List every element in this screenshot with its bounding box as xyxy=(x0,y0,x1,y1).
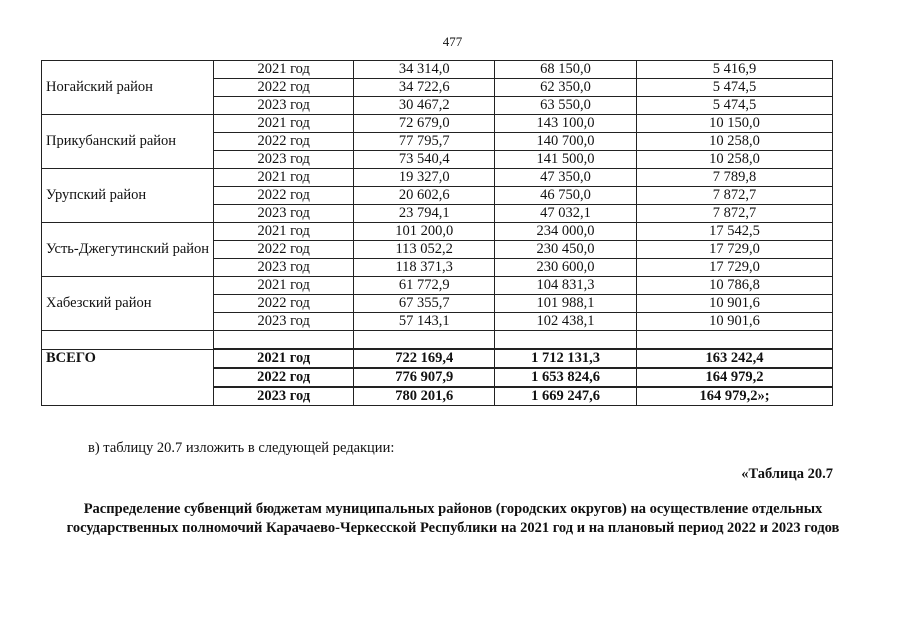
value-cell: 1 712 131,3 xyxy=(495,349,637,368)
instruction-text: в) таблицу 20.7 изложить в следующей редакции: xyxy=(88,440,395,456)
district-name: Прикубанский район xyxy=(42,115,214,169)
year-cell: 2022 год xyxy=(214,79,354,97)
value-cell: 10 258,0 xyxy=(636,133,832,151)
value-cell: 140 700,0 xyxy=(495,133,637,151)
table-row xyxy=(42,61,833,79)
subvention-table-body xyxy=(42,61,833,406)
table-row xyxy=(42,169,833,187)
page-number: 477 xyxy=(442,34,463,49)
value-cell: 23 794,1 xyxy=(354,205,495,223)
value-cell: 47 350,0 xyxy=(495,169,637,187)
year-cell: 2023 год xyxy=(214,205,354,223)
value-cell: 72 679,0 xyxy=(354,115,495,133)
year-cell: 2022 год xyxy=(214,187,354,205)
table-caption: «Таблица 20.7 xyxy=(741,466,833,482)
value-cell: 68 150,0 xyxy=(495,61,637,79)
value-cell: 17 542,5 xyxy=(636,223,832,241)
document-title: Распределение субвенций бюджетам муниципальных районов (городских округов) на осуществление отдельных государственных полномочий Карачаево-Черкесской Республики на 2021 год и на плановый период 2022 и 2023 годов xyxy=(66,501,840,536)
value-cell: 143 100,0 xyxy=(495,115,637,133)
table-row xyxy=(42,115,833,133)
value-cell: 73 540,4 xyxy=(354,151,495,169)
value-cell: 20 602,6 xyxy=(354,187,495,205)
value-cell: 62 350,0 xyxy=(495,79,637,97)
subvention-table xyxy=(41,60,833,406)
value-cell: 104 831,3 xyxy=(495,277,637,295)
empty-cell xyxy=(42,331,214,350)
district-name: Урупский район xyxy=(42,169,214,223)
empty-cell xyxy=(354,331,495,350)
value-cell: 10 258,0 xyxy=(636,151,832,169)
year-cell: 2021 год xyxy=(214,223,354,241)
value-cell: 63 550,0 xyxy=(495,97,637,115)
empty-cell xyxy=(214,331,354,350)
value-cell: 101 988,1 xyxy=(495,295,637,313)
value-cell: 230 600,0 xyxy=(495,259,637,277)
value-cell: 230 450,0 xyxy=(495,241,637,259)
year-cell: 2021 год xyxy=(214,169,354,187)
value-cell: 164 979,2 xyxy=(636,368,832,387)
value-cell: 10 786,8 xyxy=(636,277,832,295)
value-cell: 10 150,0 xyxy=(636,115,832,133)
value-cell: 77 795,7 xyxy=(354,133,495,151)
year-cell: 2022 год xyxy=(214,368,354,387)
table-row xyxy=(42,277,833,295)
value-cell: 17 729,0 xyxy=(636,241,832,259)
value-cell: 780 201,6 xyxy=(354,387,495,406)
value-cell: 163 242,4 xyxy=(636,349,832,368)
year-cell: 2021 год xyxy=(214,349,354,368)
value-cell: 7 872,7 xyxy=(636,187,832,205)
value-cell: 722 169,4 xyxy=(354,349,495,368)
value-cell: 47 032,1 xyxy=(495,205,637,223)
value-cell: 164 979,2»; xyxy=(636,387,832,406)
value-cell: 34 314,0 xyxy=(354,61,495,79)
value-cell: 61 772,9 xyxy=(354,277,495,295)
value-cell: 67 355,7 xyxy=(354,295,495,313)
empty-cell xyxy=(495,331,637,350)
value-cell: 141 500,0 xyxy=(495,151,637,169)
district-name: Усть-Джегутинский район xyxy=(42,223,214,277)
value-cell: 5 474,5 xyxy=(636,79,832,97)
value-cell: 19 327,0 xyxy=(354,169,495,187)
value-cell: 46 750,0 xyxy=(495,187,637,205)
value-cell: 118 371,3 xyxy=(354,259,495,277)
table-row xyxy=(42,223,833,241)
value-cell: 776 907,9 xyxy=(354,368,495,387)
year-cell: 2021 год xyxy=(214,61,354,79)
year-cell: 2023 год xyxy=(214,97,354,115)
value-cell: 113 052,2 xyxy=(354,241,495,259)
year-cell: 2023 год xyxy=(214,313,354,331)
year-cell: 2023 год xyxy=(214,259,354,277)
district-name: Ногайский район xyxy=(42,61,214,115)
value-cell: 17 729,0 xyxy=(636,259,832,277)
value-cell: 57 143,1 xyxy=(354,313,495,331)
year-cell: 2023 год xyxy=(214,387,354,406)
year-cell: 2022 год xyxy=(214,241,354,259)
value-cell: 7 789,8 xyxy=(636,169,832,187)
year-cell: 2022 год xyxy=(214,295,354,313)
value-cell: 7 872,7 xyxy=(636,205,832,223)
value-cell: 30 467,2 xyxy=(354,97,495,115)
value-cell: 1 653 824,6 xyxy=(495,368,637,387)
spacer-row xyxy=(42,331,833,350)
year-cell: 2023 год xyxy=(214,151,354,169)
value-cell: 102 438,1 xyxy=(495,313,637,331)
total-label: ВСЕГО xyxy=(42,349,214,406)
value-cell: 5 474,5 xyxy=(636,97,832,115)
value-cell: 234 000,0 xyxy=(495,223,637,241)
value-cell: 101 200,0 xyxy=(354,223,495,241)
value-cell: 5 416,9 xyxy=(636,61,832,79)
value-cell: 10 901,6 xyxy=(636,295,832,313)
year-cell: 2021 год xyxy=(214,115,354,133)
empty-cell xyxy=(636,331,832,350)
total-row xyxy=(42,349,833,368)
district-name: Хабезский район xyxy=(42,277,214,331)
year-cell: 2021 год xyxy=(214,277,354,295)
value-cell: 1 669 247,6 xyxy=(495,387,637,406)
value-cell: 34 722,6 xyxy=(354,79,495,97)
year-cell: 2022 год xyxy=(214,133,354,151)
value-cell: 10 901,6 xyxy=(636,313,832,331)
